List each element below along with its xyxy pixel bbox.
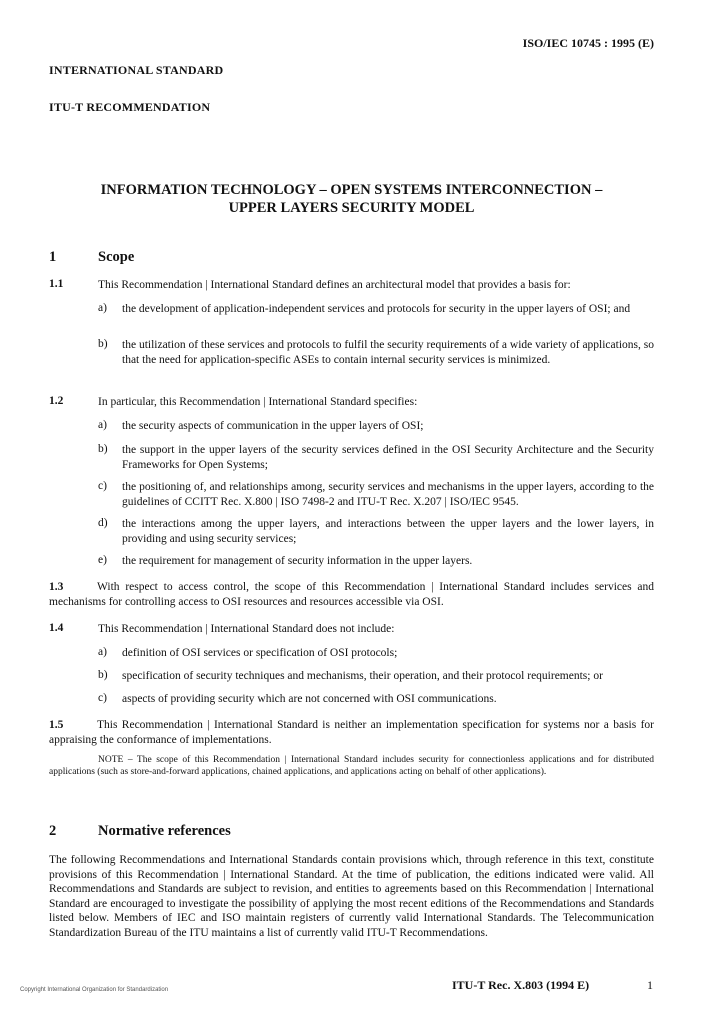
clause-1-1-item-a-label: a) — [98, 302, 107, 314]
clause-1-4-item-c-label: c) — [98, 692, 107, 704]
clause-1-4-item-b-text: specification of security techniques and mechanisms, their operation, and their protocol requirements; or — [122, 670, 603, 682]
clause-1-5-paragraph — [49, 718, 654, 747]
clause-1-2-text: In particular, this Recommendation | International Standard specifies: — [98, 396, 418, 408]
clause-1-2-item-d-text: the interactions among the upper layers, and interactions between the upper layers and the lower layers, in providing and using security services; — [122, 518, 654, 545]
clause-1-4-item-c-text: aspects of providing security which are not concerned with OSI communications. — [122, 693, 497, 705]
clause-1-4-item-a-label: a) — [98, 646, 107, 658]
clause-1-1-text: This Recommendation | International Standard defines an architectural model that provides a basis for: — [98, 279, 571, 291]
clause-1-2-item-a-label: a) — [98, 419, 107, 431]
clause-1-4-item-a-text: definition of OSI services or specification of OSI protocols; — [122, 647, 398, 659]
clause-1-1-number: 1.1 — [49, 278, 64, 290]
clause-1-4-number: 1.4 — [49, 622, 64, 634]
itu-recommendation-label: ITU-T RECOMMENDATION — [49, 100, 211, 114]
clause-1-5-text: This Recommendation | International Standard is neither an implementation specification for systems nor a basis for appraising the conformance of implementations. — [49, 719, 654, 746]
clause-1-2-number: 1.2 — [49, 395, 64, 407]
section-2-paragraph: The following Recommendations and International Standards contain provisions which, through reference in this text, constitute provisions of this Recommendation | International Standard. At the time of publication, the editions indicated were valid. All Recommendations and Standards are subject to revision, and entities to agreements based on this Recommendation | International Standard are encouraged to investigate the possibility of applying the most recent editions of the Recommendations and Standards listed below. Members of IEC and ISO maintain registers of currently valid International Standards. The Telecommunication Standardization Bureau of the ITU maintains a list of currently valid ITU-T Recommendations. — [49, 854, 654, 939]
clause-1-2-item-c-label: c) — [98, 480, 107, 492]
section-2-title: Normative references — [98, 823, 231, 839]
clause-1-1-item-b-label: b) — [98, 338, 108, 350]
clause-1-2-item-a-text: the security aspects of communication in the upper layers of OSI; — [122, 420, 424, 432]
document-number: ISO/IEC 10745 : 1995 (E) — [522, 36, 654, 50]
section-1-number: 1 — [49, 249, 57, 265]
clause-1-4-item-b-label: b) — [98, 669, 108, 681]
footer-recommendation: ITU-T Rec. X.803 (1994 E) — [452, 978, 590, 992]
clause-1-2-item-c-text: the positioning of, and relationships among, security services and mechanisms in the upper layers, according to the guidelines of CCITT Rec. X.800 | ISO 7498-2 and ITU-T Rec. X.207 | ISO/IEC 9545. — [122, 481, 654, 508]
clause-1-1-item-b-text: the utilization of these services and protocols to fulfil the security requirements of a wide variety of applications, so that the need for application-specific ASEs to contain internal security services is minimized. — [122, 339, 654, 366]
clause-1-2-item-e-label: e) — [98, 554, 107, 566]
page-number: 1 — [647, 978, 653, 992]
clause-1-3-text: With respect to access control, the scope of this Recommendation | International Standard includes services and mechanisms for controlling access to OSI resources and resources accessible via OSI. — [49, 581, 654, 608]
clause-1-3-number: 1.3 — [49, 581, 64, 593]
clause-1-2-item-e-text: the requirement for management of security information in the upper layers. — [122, 555, 473, 567]
clause-1-5-number: 1.5 — [49, 719, 64, 731]
clause-1-3-paragraph — [49, 580, 654, 609]
copyright-notice: Copyright International Organization for Standardization — [20, 987, 169, 993]
clause-1-1-item-a-text: the development of application-independent services and protocols for security in the upper layers of OSI; and — [122, 303, 631, 315]
section-1-title: Scope — [98, 249, 135, 265]
section-2-number: 2 — [49, 823, 57, 839]
international-standard-label: INTERNATIONAL STANDARD — [49, 63, 224, 77]
clause-1-2-item-d-label: d) — [98, 517, 108, 529]
document-title-line1: INFORMATION TECHNOLOGY – OPEN SYSTEMS INTERCONNECTION – — [100, 182, 603, 198]
clause-1-2-item-b-label: b) — [98, 443, 108, 455]
document-title-line2: UPPER LAYERS SECURITY MODEL — [228, 200, 475, 216]
scope-note: NOTE – The scope of this Recommendation | International Standard includes security for connectionless applications and for distributed applications (such as store-and-forward applications, chained applications, and applications acting on behalf of other applications). — [49, 755, 654, 777]
clause-1-2-item-b-text: the support in the upper layers of the security services defined in the OSI Security Architecture and the Security Frameworks for Open Systems; — [122, 444, 654, 471]
clause-1-4-text: This Recommendation | International Standard does not include: — [98, 623, 395, 635]
